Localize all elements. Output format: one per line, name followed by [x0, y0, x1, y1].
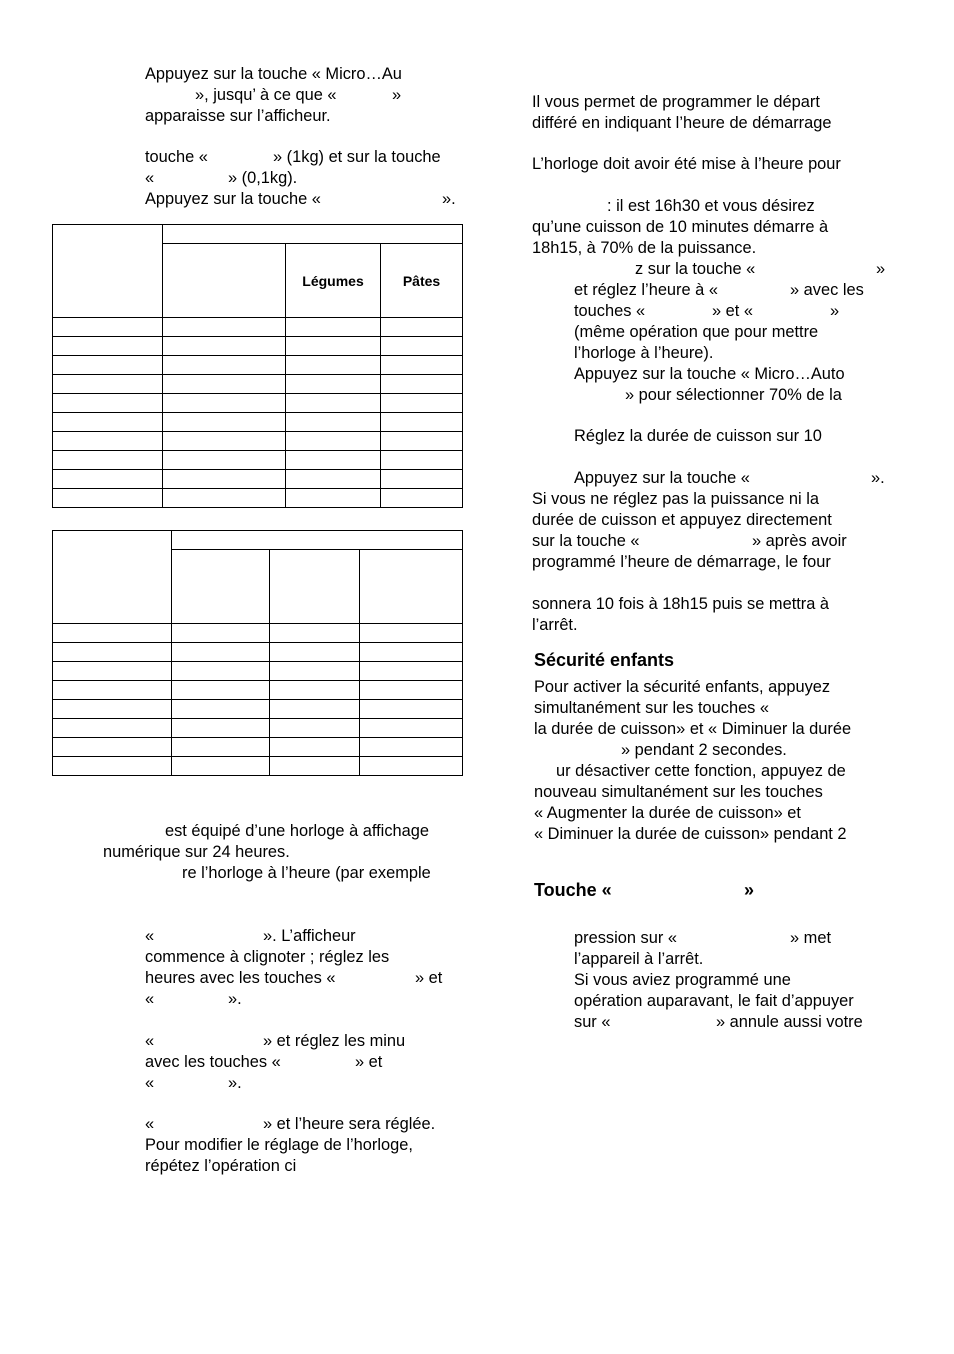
table-cell — [270, 624, 360, 643]
text-line: » avec les — [790, 281, 864, 299]
table-cell — [172, 700, 270, 719]
text-line: : il est 16h30 et vous désirez — [607, 197, 815, 215]
text-line: » et réglez les minu — [263, 1032, 406, 1050]
text-line: simultanément sur les touches « — [534, 699, 770, 717]
text-line: Si vous ne réglez pas la puissance ni la — [532, 490, 820, 508]
table-cell — [172, 550, 270, 624]
table-cell — [270, 550, 360, 624]
text-line: » et — [415, 969, 443, 987]
text-line: » — [392, 86, 402, 104]
table-cell — [360, 643, 463, 662]
text-line: », jusqu’ à ce que « — [195, 86, 337, 104]
table-cell — [381, 470, 463, 489]
table-cell — [360, 624, 463, 643]
cooking-table-1 — [52, 224, 463, 508]
table-cell — [381, 451, 463, 470]
text-line: Réglez la durée de cuisson sur 10 — [574, 427, 822, 445]
text-line: ». — [871, 469, 885, 487]
table-cell — [286, 394, 381, 413]
text-line: ur désactiver cette fonction, appuyez de — [556, 762, 846, 780]
text-line: « — [145, 1032, 155, 1050]
text-line: » pour sélectionner 70% de la — [625, 386, 842, 404]
table-cell — [53, 394, 163, 413]
text-line: l’arrêt. — [532, 616, 578, 634]
table-cell — [53, 413, 163, 432]
text-line: » et — [355, 1053, 383, 1071]
text-line: « — [145, 990, 155, 1008]
text-line: » (1kg) et sur la touche — [273, 148, 441, 166]
table-cell — [163, 225, 463, 244]
table-cell — [172, 681, 270, 700]
text-line: (même opération que pour mettre — [574, 323, 819, 341]
table-cell — [286, 356, 381, 375]
table-cell — [172, 757, 270, 776]
text-line: programmé l’heure de démarrage, le four — [532, 553, 831, 571]
text-line: différé en indiquant l’heure de démarrage — [532, 114, 832, 132]
header-vegetables: Légumes — [286, 244, 381, 318]
table-cell — [381, 337, 463, 356]
table-cell — [53, 757, 172, 776]
text-line: durée de cuisson et appuyez directement — [532, 511, 832, 529]
table-cell — [360, 738, 463, 757]
table-cell — [163, 413, 286, 432]
text-line: l’appareil à l’arrêt. — [574, 950, 704, 968]
text-line: Il vous permet de programmer le départ — [532, 93, 820, 111]
text-line: sonnera 10 fois à 18h15 puis se mettra à — [532, 595, 830, 613]
table-cell — [53, 719, 172, 738]
table-cell — [360, 550, 463, 624]
table-cell — [53, 681, 172, 700]
table-cell — [286, 451, 381, 470]
text-line: la durée de cuisson» et « Diminuer la durée — [534, 720, 852, 738]
text-line: qu’une cuisson de 10 minutes démarre à — [532, 218, 829, 236]
text-line: numérique sur 24 heures. — [103, 843, 290, 861]
table-cell — [53, 432, 163, 451]
table-cell — [53, 337, 163, 356]
text-line: ». — [228, 1074, 242, 1092]
text-line: » annule aussi votre — [716, 1013, 863, 1031]
text-line: commence à clignoter ; réglez les — [145, 948, 390, 966]
table-cell — [286, 489, 381, 508]
table-cell — [381, 356, 463, 375]
table-cell — [172, 738, 270, 757]
text-line: » et l’heure sera réglée. — [263, 1115, 436, 1133]
text-line: L’horloge doit avoir été mise à l’heure pour — [532, 155, 841, 173]
table-cell — [360, 757, 463, 776]
text-line: « — [145, 927, 155, 945]
table-cell — [360, 662, 463, 681]
text-line: « Augmenter la durée de cuisson» et — [534, 804, 801, 822]
table-cell — [286, 337, 381, 356]
section-heading-stop-key-close: » — [744, 880, 755, 900]
text-line: ». — [442, 190, 456, 208]
table-cell — [53, 700, 172, 719]
text-line: Appuyez sur la touche « — [574, 469, 750, 487]
table-cell — [163, 375, 286, 394]
table-cell — [360, 681, 463, 700]
header-pasta: Pâtes — [381, 244, 463, 318]
section-heading-child-safety: Sécurité enfants — [534, 650, 675, 670]
table-cell — [270, 738, 360, 757]
text-line: sur la touche « — [532, 532, 640, 550]
table-cell — [270, 700, 360, 719]
text-line: » — [830, 302, 840, 320]
cooking-table-2 — [52, 530, 463, 776]
text-line: Pour modifier le réglage de l’horloge, — [145, 1136, 413, 1154]
table-cell — [53, 225, 163, 318]
text-line: z sur la touche « — [635, 260, 756, 278]
text-line: apparaisse sur l’afficheur. — [145, 107, 331, 125]
table-cell — [172, 662, 270, 681]
table-cell — [172, 624, 270, 643]
table-cell — [270, 643, 360, 662]
table-cell — [163, 244, 286, 318]
text-line: pression sur « — [574, 929, 677, 947]
table-cell — [163, 451, 286, 470]
text-line: Appuyez sur la touche « Micro…Au — [145, 65, 402, 83]
text-line: » (0,1kg). — [228, 169, 298, 187]
text-line: touches « — [574, 302, 646, 320]
section-heading-stop-key: Touche « — [534, 880, 612, 900]
text-line: » met — [790, 929, 831, 947]
table-cell — [53, 531, 172, 624]
table-cell — [172, 719, 270, 738]
text-line: Appuyez sur la touche « — [145, 190, 321, 208]
table-cell — [53, 738, 172, 757]
table-cell — [360, 700, 463, 719]
table-cell — [53, 489, 163, 508]
table-cell — [381, 432, 463, 451]
table-cell — [381, 489, 463, 508]
text-line: sur « — [574, 1013, 611, 1031]
text-line: Si vous aviez programmé une — [574, 971, 791, 989]
table-cell — [286, 432, 381, 451]
table-cell — [53, 451, 163, 470]
text-line: ». L’afficheur — [263, 927, 356, 945]
text-line: l’horloge à l’heure). — [574, 344, 714, 362]
text-line: « — [145, 1115, 155, 1133]
text-line: heures avec les touches « — [145, 969, 336, 987]
text-line: Pour activer la sécurité enfants, appuyez — [534, 678, 831, 696]
text-line: « Diminuer la durée de cuisson» pendant 2 — [534, 825, 847, 843]
table-cell — [53, 318, 163, 337]
text-line: » pendant 2 secondes. — [621, 741, 787, 759]
table-cell — [270, 719, 360, 738]
table-cell — [53, 470, 163, 489]
table-cell — [381, 375, 463, 394]
table-cell — [163, 470, 286, 489]
text-line: touche « — [145, 148, 208, 166]
table-cell — [286, 375, 381, 394]
table-cell — [270, 681, 360, 700]
table-cell — [163, 432, 286, 451]
table-cell — [53, 643, 172, 662]
table-cell — [172, 643, 270, 662]
table-cell — [381, 318, 463, 337]
table-cell — [53, 356, 163, 375]
text-line: » — [876, 260, 886, 278]
table-cell — [270, 757, 360, 776]
table-cell — [163, 489, 286, 508]
text-line: avec les touches « — [145, 1053, 281, 1071]
table-cell — [270, 662, 360, 681]
table-cell — [360, 719, 463, 738]
table-cell — [286, 470, 381, 489]
table-cell — [163, 356, 286, 375]
text-line: Appuyez sur la touche « Micro…Auto — [574, 365, 845, 383]
text-line: opération auparavant, le fait d’appuyer — [574, 992, 854, 1010]
text-line: » et « — [712, 302, 754, 320]
table-cell — [286, 318, 381, 337]
table-cell — [172, 531, 463, 550]
table-cell — [53, 375, 163, 394]
table-cell — [163, 337, 286, 356]
table-cell — [286, 413, 381, 432]
table-cell — [163, 394, 286, 413]
text-line: « — [145, 1074, 155, 1092]
text-line: répétez l’opération ci — [145, 1157, 297, 1175]
text-line: ». — [228, 990, 242, 1008]
text-line: « — [145, 169, 155, 187]
text-line: et réglez l’heure à « — [574, 281, 718, 299]
text-line: » après avoir — [752, 532, 847, 550]
table-cell — [381, 413, 463, 432]
table-cell — [163, 318, 286, 337]
text-line: re l’horloge à l’heure (par exemple — [182, 864, 431, 882]
text-line: 18h15, à 70% de la puissance. — [532, 239, 757, 257]
table-cell — [53, 624, 172, 643]
text-line: nouveau simultanément sur les touches — [534, 783, 823, 801]
table-cell — [53, 662, 172, 681]
text-line: est équipé d’une horloge à affichage — [165, 822, 429, 840]
table-cell — [381, 394, 463, 413]
